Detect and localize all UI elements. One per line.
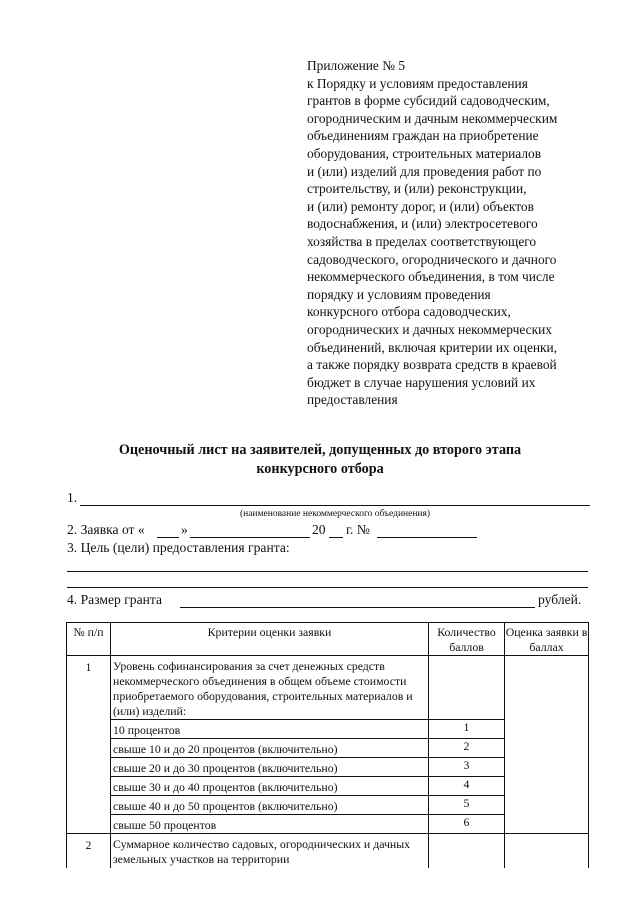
header-score: Оценка заявки в баллах bbox=[505, 623, 589, 656]
document-title bbox=[40, 441, 600, 479]
appendix-line: хозяйства в пределах соответствующего bbox=[307, 233, 537, 249]
option-label: свыше 30 и до 40 процентов (включительно) bbox=[111, 777, 429, 796]
row-2-points-cell bbox=[429, 834, 505, 868]
option-points: 4 bbox=[429, 777, 505, 796]
option-label: свыше 50 процентов bbox=[111, 815, 429, 834]
appendix-line: Приложение № 5 bbox=[307, 58, 406, 73]
appendix-line: предоставления bbox=[307, 392, 398, 408]
appendix-line: к Порядку и условиям предоставления bbox=[307, 75, 528, 91]
header-points: Количество баллов bbox=[429, 623, 505, 656]
row-2-number: 2 bbox=[67, 834, 111, 868]
appendix-line: садоводческого, огороднического и дачного bbox=[307, 251, 557, 267]
header-num: № п/п bbox=[67, 623, 111, 656]
row-2-score-cell[interactable] bbox=[505, 834, 589, 868]
appendix-line: объединений, включая критерии их оценки, bbox=[307, 339, 558, 355]
appendix-line: некоммерческого объединения, в том числе bbox=[307, 269, 555, 285]
row-1-criterion: Уровень софинансирования за счет денежных средств некоммерческого объединения в общем объеме стоимости приобретаемого оборудования, строительных материалов и (или) изделий: bbox=[111, 656, 429, 720]
table-row bbox=[67, 656, 589, 720]
option-points: 6 bbox=[429, 815, 505, 834]
option-points: 5 bbox=[429, 796, 505, 815]
option-points: 3 bbox=[429, 758, 505, 777]
grant-purpose-field-1[interactable] bbox=[67, 571, 588, 572]
appendix-line: порядку и условиям проведения bbox=[307, 286, 491, 302]
title-line-2: конкурсного отбора bbox=[256, 461, 384, 477]
appendix-line: а также порядку возврата средств в краевой bbox=[307, 357, 557, 373]
table-header-row bbox=[67, 623, 589, 656]
application-month-field[interactable] bbox=[190, 537, 310, 538]
option-label: свыше 40 и до 50 процентов (включительно) bbox=[111, 796, 429, 815]
appendix-line: и (или) ремонту дорог, и (или) объектов bbox=[307, 198, 534, 214]
item-2-number-label: г. № bbox=[346, 522, 370, 537]
option-points: 1 bbox=[429, 720, 505, 739]
appendix-line: конкурсного отбора садоводческих, bbox=[307, 304, 511, 320]
item-4-label: 4. Размер гранта bbox=[67, 592, 163, 607]
application-year-field[interactable] bbox=[329, 537, 343, 538]
table-row bbox=[67, 834, 589, 868]
option-label: свыше 10 и до 20 процентов (включительно) bbox=[111, 739, 429, 758]
row-1-score-cell[interactable] bbox=[505, 656, 589, 834]
item-3-label: 3. Цель (цели) предоставления гранта: bbox=[67, 540, 290, 555]
appendix-line: и (или) изделий для проведения работ по bbox=[307, 163, 542, 179]
item-1-number: 1. bbox=[67, 490, 78, 505]
appendix-line: бюджет в случае нарушения условий их bbox=[307, 374, 536, 390]
item-2-year-prefix: 20 bbox=[312, 522, 326, 537]
option-label: 10 процентов bbox=[111, 720, 429, 739]
appendix-header bbox=[307, 57, 607, 409]
header-criteria: Критерии оценки заявки bbox=[111, 623, 429, 656]
appendix-line: объединениям граждан на приобретение bbox=[307, 128, 539, 144]
option-label: свыше 20 и до 30 процентов (включительно) bbox=[111, 758, 429, 777]
row-1-number: 1 bbox=[67, 656, 111, 834]
application-number-field[interactable] bbox=[377, 537, 477, 538]
item-2-quote: » bbox=[181, 522, 188, 537]
criteria-table bbox=[66, 622, 589, 868]
org-name-caption: (наименование некоммерческого объединения) bbox=[239, 509, 431, 519]
grant-amount-field[interactable] bbox=[180, 607, 535, 608]
appendix-line: водоснабжения, и (или) электросетевого bbox=[307, 216, 538, 232]
appendix-line: огородническим и дачным некоммерческим bbox=[307, 110, 558, 126]
appendix-line: строительству, и (или) реконструкции, bbox=[307, 181, 527, 197]
title-line-1: Оценочный лист на заявителей, допущенных до второго этапа bbox=[118, 442, 522, 458]
row-2-criterion: Суммарное количество садовых, огороднических и дачных земельных участков на территории bbox=[111, 834, 429, 868]
application-day-field[interactable] bbox=[157, 537, 179, 538]
appendix-line: грантов в форме субсидий садоводческим, bbox=[307, 93, 550, 109]
grant-purpose-field-2[interactable] bbox=[67, 587, 588, 588]
row-1-points-cell bbox=[429, 656, 505, 720]
org-name-field[interactable] bbox=[80, 505, 590, 506]
item-2-label: 2. Заявка от « bbox=[67, 522, 145, 537]
appendix-line: огороднических и дачных некоммерческих bbox=[307, 321, 552, 337]
grant-amount-unit: рублей. bbox=[538, 592, 582, 607]
appendix-line: оборудования, строительных материалов bbox=[307, 145, 542, 161]
option-points: 2 bbox=[429, 739, 505, 758]
